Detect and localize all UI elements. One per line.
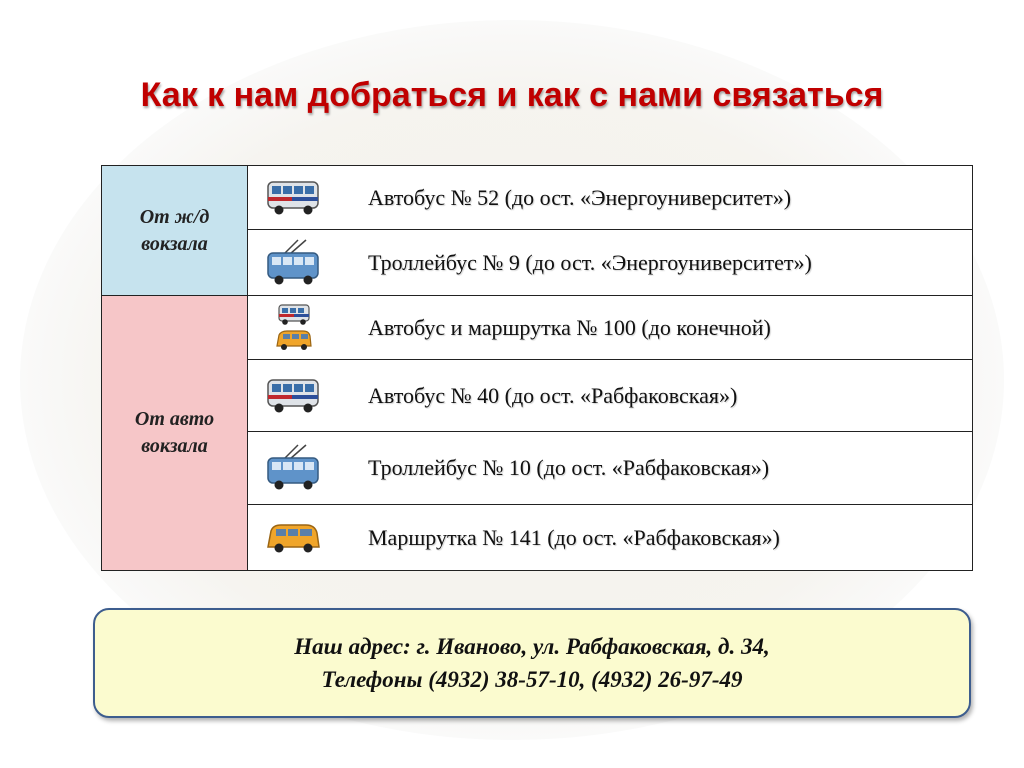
- route-cell: [248, 505, 973, 571]
- route-label: Автобус № 52 (до ост. «Энергоуниверситет»): [368, 184, 792, 210]
- route-cell: [248, 296, 973, 360]
- route-cell: [248, 166, 973, 230]
- route-cell: [248, 230, 973, 296]
- route-cell: [248, 360, 973, 432]
- group-label-line2: вокзала: [141, 435, 208, 457]
- route-label: Автобус и маршрутка № 100 (до конечной): [368, 314, 771, 340]
- route-label: Автобус № 40 (до ост. «Рабфаковская»): [368, 382, 738, 408]
- route-cell: [248, 432, 973, 505]
- group-label-line2: вокзала: [141, 232, 208, 255]
- address-text: Наш адрес: г. Иваново, ул. Рабфаковская, д. 34,: [294, 633, 770, 659]
- trolleybus-icon: [262, 440, 324, 496]
- table-row: [102, 296, 973, 360]
- table-row: [102, 166, 973, 230]
- page-title: Как к нам добраться и как с нами связаться: [140, 76, 884, 114]
- contact-info-box: [93, 608, 971, 718]
- trolleybus-icon: [262, 235, 324, 291]
- group-label-line1: От ж/д: [139, 205, 210, 228]
- group-cell-bus-station: [102, 296, 248, 571]
- route-label: Троллейбус № 9 (до ост. «Энергоуниверситет»): [368, 249, 812, 275]
- route-label: Маршрутка № 141 (до ост. «Рабфаковская»): [368, 524, 780, 550]
- bus-icon: [262, 170, 324, 226]
- group-label-line1: От авто: [134, 408, 215, 430]
- routes-table: [101, 165, 973, 571]
- bus-and-minibus-icon: [262, 300, 324, 356]
- minibus-icon: [262, 510, 324, 566]
- phones-text: Телефоны (4932) 38-57-10, (4932) 26-97-49: [321, 667, 743, 692]
- route-label: Троллейбус № 10 (до ост. «Рабфаковская»): [368, 455, 770, 480]
- bus-icon: [262, 368, 324, 424]
- group-cell-rail-station: [102, 166, 248, 296]
